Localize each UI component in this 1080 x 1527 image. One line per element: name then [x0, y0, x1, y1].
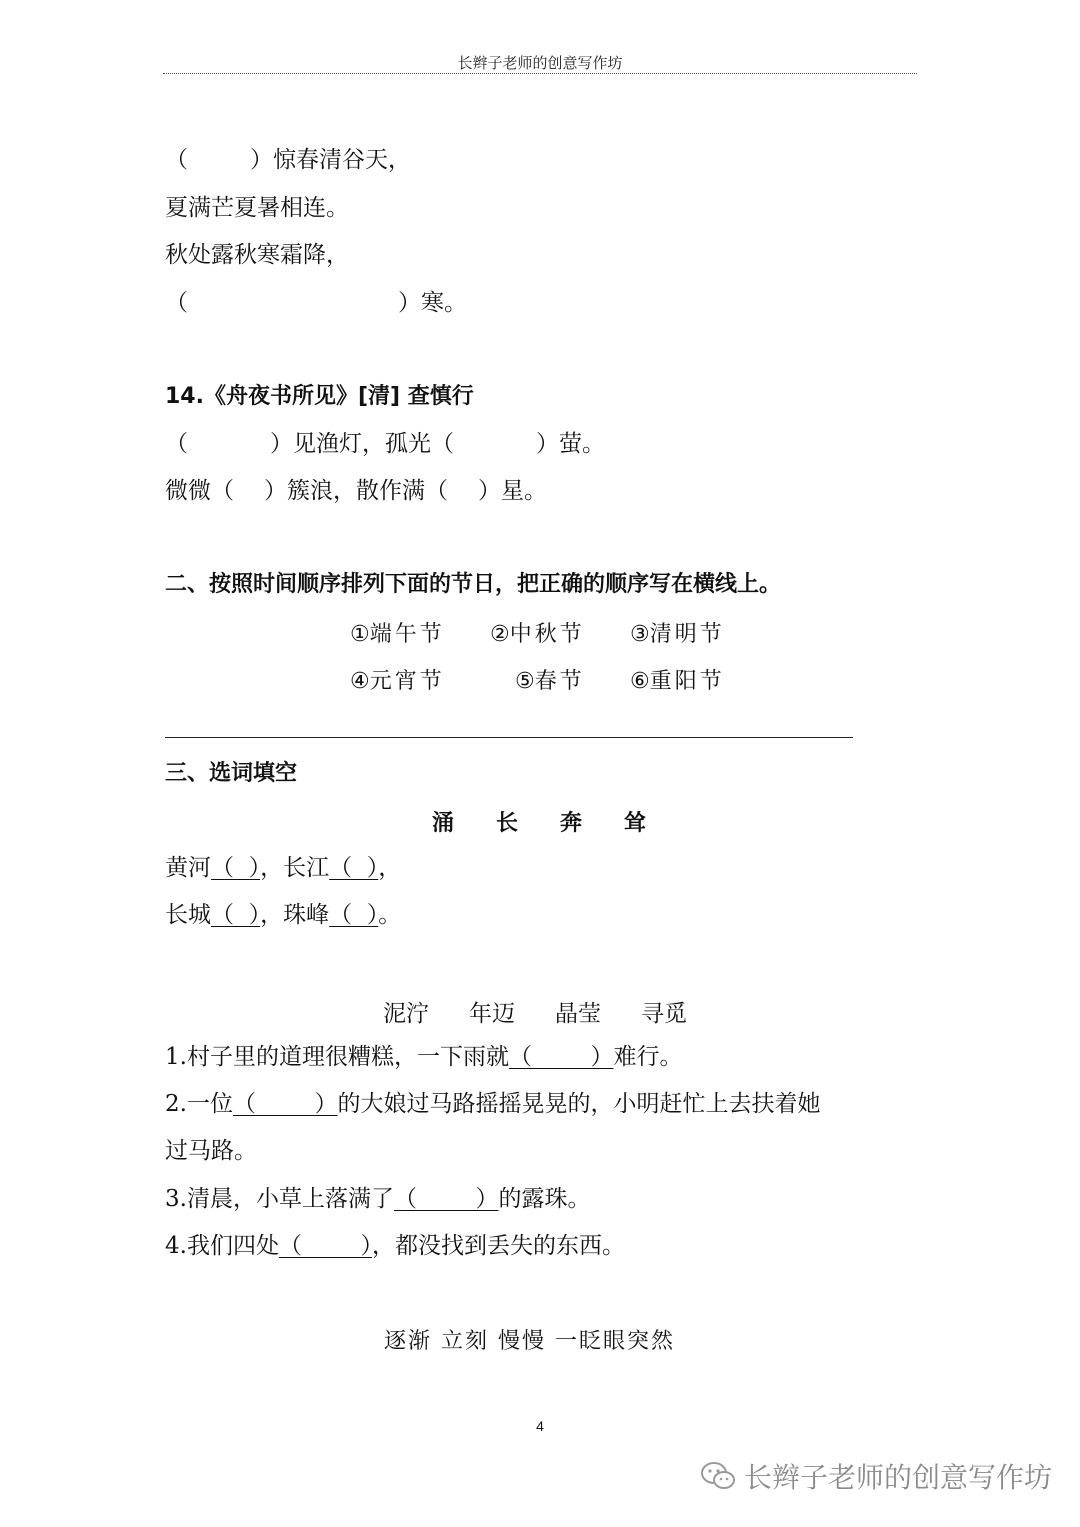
sentence-4: [165, 1231, 625, 1261]
poem13-line2: 夏满芒夏暑相连。: [165, 195, 349, 221]
sentence-4-b: ，都没找到丢失的东西。: [371, 1233, 625, 1259]
word-bank-1-item: 耸: [624, 810, 647, 836]
festival-4-number: ④: [350, 669, 370, 694]
festival-1: [350, 617, 445, 648]
poem14-title: 14.《舟夜书所见》[清] 查慎行: [165, 384, 474, 409]
word-bank-2-item: 年迈: [469, 1001, 515, 1027]
fill-blank[interactable]: （ ）: [508, 1044, 614, 1070]
poem13-line4: [165, 288, 467, 318]
poem14-line2-c: ）星。: [478, 478, 547, 504]
festival-2-number: ②: [490, 622, 510, 647]
poem14-line1-b: ）见渔灯，孤光（: [270, 431, 454, 457]
poem14-line2-a: 微微（: [165, 478, 234, 504]
poem13-line1: [165, 145, 411, 175]
sentence-3-a: 3.清晨，小草上落满了: [165, 1186, 394, 1212]
fill-blank[interactable]: （ ）: [393, 1186, 499, 1212]
festival-6: [630, 664, 725, 695]
poem13-line4-rest: ）寒。: [398, 290, 467, 316]
festival-4: [350, 664, 445, 695]
fill-blank[interactable]: （ ）: [278, 1233, 372, 1259]
word-bank-3: 逐渐 立刻 慢慢 一眨眼突然: [384, 1329, 675, 1354]
sentence-1-a: 1.村子里的道理很糟糕，一下雨就: [165, 1044, 509, 1070]
sentence-2-cont: 过马路。: [165, 1138, 257, 1164]
festival-4-name: 元宵节: [369, 669, 445, 694]
word-bank-2-item: 晶莹: [555, 1001, 601, 1027]
sentence-4-a: 4.我们四处: [165, 1233, 279, 1259]
festival-2-name: 中秋节: [509, 622, 585, 647]
word-bank-1: [432, 806, 646, 837]
festival-3: [630, 617, 725, 648]
sentence-2-b: 的大娘过马路摇摇晃晃的，小明赶忙上去扶着她: [337, 1091, 821, 1117]
poem14-line2-b: ）簇浪，散作满（: [264, 478, 448, 504]
festival-1-name: 端午节: [369, 622, 445, 647]
section2-heading: 二、按照时间顺序排列下面的节日，把正确的顺序写在横线上。: [165, 572, 782, 597]
sentence-3-b: 的露珠。: [498, 1186, 591, 1212]
sentence-1-b: 难行。: [613, 1044, 683, 1070]
header-divider: [163, 73, 917, 74]
word-bank-1-item: 涌: [432, 810, 455, 836]
fill-blank[interactable]: （ ）: [211, 902, 261, 928]
fill-row-1-b: ，长江: [260, 855, 330, 881]
sentence-3: [165, 1184, 590, 1214]
festival-5-name: 春节: [534, 669, 585, 694]
page-number: 4: [536, 1418, 544, 1434]
fill-row-2: [165, 900, 401, 930]
poem14-line2: [165, 476, 547, 506]
fill-blank[interactable]: （ ）: [329, 855, 379, 881]
poem13-line4-open: （: [165, 290, 188, 316]
wechat-icon: [700, 1461, 736, 1491]
fill-row-2-c: 。: [378, 902, 402, 928]
festival-2: [490, 617, 585, 648]
fill-row-1-a: 黄河: [165, 855, 211, 881]
fill-row-1: [165, 853, 401, 883]
festival-6-number: ⑥: [630, 669, 650, 694]
poem13-line1-open: （: [165, 147, 188, 173]
word-bank-2: [383, 995, 687, 1028]
word-bank-2-item: 寻觅: [641, 1001, 687, 1027]
watermark: [700, 1456, 1052, 1496]
poem13-line1-rest: ）惊春清谷天，: [250, 147, 411, 173]
section3-heading: 三、选词填空: [165, 761, 298, 786]
word-bank-2-item: 泥泞: [383, 1001, 429, 1027]
word-bank-1-item: 奔: [560, 810, 583, 836]
festival-3-name: 清明节: [649, 622, 725, 647]
fill-blank[interactable]: （ ）: [211, 855, 261, 881]
poem14-line1-c: ）萤。: [536, 431, 605, 457]
festival-1-number: ①: [350, 622, 370, 647]
poem14-line1-a: （: [165, 431, 188, 457]
sentence-1: [165, 1042, 682, 1072]
poem14-line1: [165, 429, 605, 459]
fill-blank[interactable]: （ ）: [232, 1091, 338, 1117]
festival-3-number: ③: [630, 622, 650, 647]
festival-6-name: 重阳节: [649, 669, 725, 694]
festival-5: [515, 664, 585, 695]
festival-5-number: ⑤: [515, 669, 535, 694]
sentence-2-a: 2.一位: [165, 1091, 233, 1117]
fill-row-1-c: ，: [378, 855, 402, 881]
watermark-text: 长辫子老师的创意写作坊: [744, 1461, 1053, 1494]
answer-line[interactable]: [165, 737, 853, 738]
fill-blank[interactable]: （ ）: [329, 902, 379, 928]
sentence-2: [165, 1089, 820, 1119]
fill-row-2-b: ，珠峰: [260, 902, 330, 928]
fill-row-2-a: 长城: [165, 902, 211, 928]
page-header-title: 长辫子老师的创意写作坊: [457, 54, 623, 72]
poem13-line3: 秋处露秋寒霜降，: [165, 242, 349, 268]
word-bank-1-item: 长: [496, 810, 519, 836]
